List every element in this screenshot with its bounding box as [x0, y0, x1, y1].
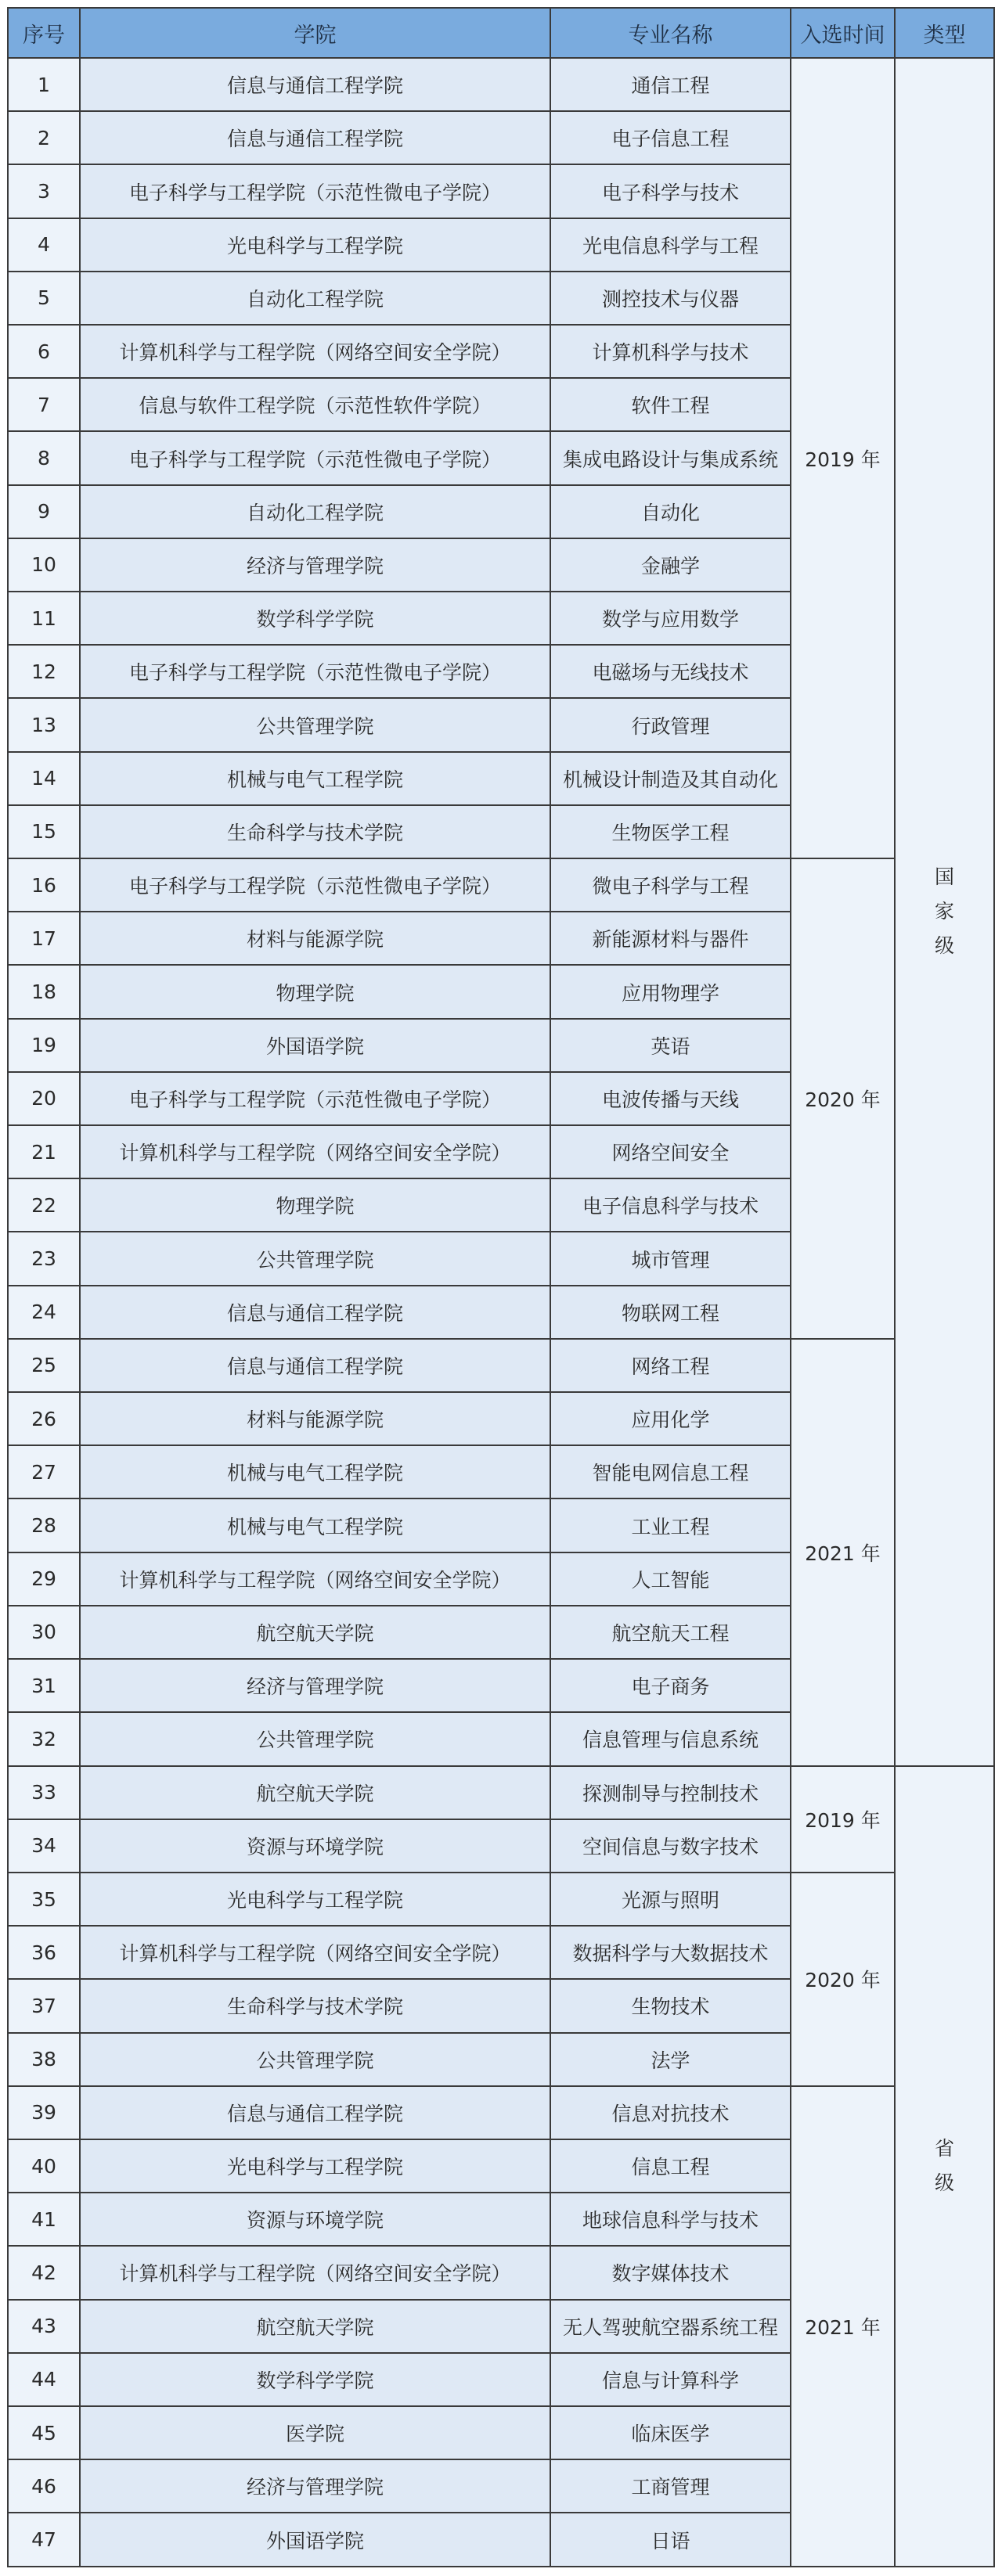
cell-major: 计算机科学与技术 [550, 325, 791, 378]
table-header [8, 8, 994, 58]
cell-major: 物联网工程 [550, 1286, 791, 1339]
cell-index: 13 [8, 698, 80, 751]
type-char: 级 [934, 2171, 954, 2195]
cell-college: 光电科学与工程学院 [80, 1873, 550, 1926]
cell-index: 5 [8, 272, 80, 325]
cell-major: 数字媒体技术 [550, 2246, 791, 2299]
cell-index: 40 [8, 2139, 80, 2193]
header-index: 序号 [8, 8, 80, 58]
cell-college: 经济与管理学院 [80, 538, 550, 592]
cell-major: 电子信息科学与技术 [550, 1178, 791, 1232]
cell-major: 电子商务 [550, 1659, 791, 1712]
table-row [8, 1873, 994, 1926]
cell-college: 信息与通信工程学院 [80, 111, 550, 164]
cell-major: 自动化 [550, 485, 791, 538]
cell-index: 43 [8, 2300, 80, 2353]
cell-college: 电子科学与工程学院（示范性微电子学院） [80, 858, 550, 912]
cell-index: 9 [8, 485, 80, 538]
cell-index: 33 [8, 1766, 80, 1819]
cell-college: 信息与通信工程学院 [80, 1339, 550, 1392]
cell-college: 航空航天学院 [80, 1606, 550, 1659]
cell-major: 电子信息工程 [550, 111, 791, 164]
cell-major: 应用化学 [550, 1392, 791, 1445]
cell-major: 电波传播与天线 [550, 1072, 791, 1125]
cell-major: 工商管理 [550, 2459, 791, 2513]
cell-major: 地球信息科学与技术 [550, 2193, 791, 2246]
cell-college: 电子科学与工程学院（示范性微电子学院） [80, 1072, 550, 1125]
cell-major: 航空航天工程 [550, 1606, 791, 1659]
cell-index: 30 [8, 1606, 80, 1659]
table-row [8, 2086, 994, 2139]
cell-index: 37 [8, 1979, 80, 2032]
cell-college: 航空航天学院 [80, 1766, 550, 1819]
cell-major: 信息对抗技术 [550, 2086, 791, 2139]
cell-major: 日语 [550, 2513, 791, 2567]
cell-college: 材料与能源学院 [80, 912, 550, 965]
cell-major: 生物技术 [550, 1979, 791, 2032]
cell-index: 45 [8, 2406, 80, 2459]
cell-major: 机械设计制造及其自动化 [550, 752, 791, 805]
table-row [8, 58, 994, 111]
cell-major: 网络工程 [550, 1339, 791, 1392]
cell-college: 数学科学学院 [80, 592, 550, 645]
cell-index: 34 [8, 1819, 80, 1873]
type-char: 国 [934, 865, 954, 889]
cell-college: 电子科学与工程学院（示范性微电子学院） [80, 164, 550, 218]
cell-index: 2 [8, 111, 80, 164]
cell-college: 机械与电气工程学院 [80, 1498, 550, 1552]
cell-index: 15 [8, 805, 80, 858]
cell-index: 1 [8, 58, 80, 111]
cell-type [895, 1766, 994, 2567]
cell-college: 物理学院 [80, 965, 550, 1018]
cell-college: 计算机科学与工程学院（网络空间安全学院） [80, 1125, 550, 1178]
cell-college: 机械与电气工程学院 [80, 1445, 550, 1498]
cell-college: 计算机科学与工程学院（网络空间安全学院） [80, 2246, 550, 2299]
cell-year: 2019 年 [791, 1766, 895, 1873]
table-row [8, 1766, 994, 1819]
cell-index: 18 [8, 965, 80, 1018]
cell-major: 电子科学与技术 [550, 164, 791, 218]
cell-index: 6 [8, 325, 80, 378]
cell-college: 电子科学与工程学院（示范性微电子学院） [80, 645, 550, 698]
cell-index: 16 [8, 858, 80, 912]
cell-college: 资源与环境学院 [80, 1819, 550, 1873]
cell-major: 生物医学工程 [550, 805, 791, 858]
cell-college: 光电科学与工程学院 [80, 218, 550, 272]
cell-college: 自动化工程学院 [80, 485, 550, 538]
type-char: 省 [934, 2137, 954, 2160]
cell-major: 信息管理与信息系统 [550, 1712, 791, 1765]
cell-index: 25 [8, 1339, 80, 1392]
cell-major: 软件工程 [550, 378, 791, 431]
cell-college: 信息与通信工程学院 [80, 58, 550, 111]
cell-college: 计算机科学与工程学院（网络空间安全学院） [80, 1552, 550, 1606]
cell-college: 航空航天学院 [80, 2300, 550, 2353]
cell-index: 31 [8, 1659, 80, 1712]
cell-index: 10 [8, 538, 80, 592]
majors-table [7, 7, 995, 2567]
cell-college: 计算机科学与工程学院（网络空间安全学院） [80, 325, 550, 378]
cell-major: 数据科学与大数据技术 [550, 1926, 791, 1979]
cell-college: 生命科学与技术学院 [80, 1979, 550, 2032]
table-body [8, 58, 994, 2567]
header-type: 类型 [895, 8, 994, 58]
table-row [8, 858, 994, 912]
cell-index: 28 [8, 1498, 80, 1552]
cell-college: 公共管理学院 [80, 1232, 550, 1285]
cell-index: 47 [8, 2513, 80, 2567]
cell-major: 金融学 [550, 538, 791, 592]
cell-index: 44 [8, 2353, 80, 2406]
cell-major: 网络空间安全 [550, 1125, 791, 1178]
cell-index: 32 [8, 1712, 80, 1765]
cell-major: 新能源材料与器件 [550, 912, 791, 965]
header-year: 入选时间 [791, 8, 895, 58]
cell-year: 2021 年 [791, 2086, 895, 2567]
cell-year: 2020 年 [791, 1873, 895, 2086]
cell-type [895, 58, 994, 1766]
cell-major: 探测制导与控制技术 [550, 1766, 791, 1819]
cell-index: 26 [8, 1392, 80, 1445]
cell-index: 23 [8, 1232, 80, 1285]
cell-college: 材料与能源学院 [80, 1392, 550, 1445]
header-college: 学院 [80, 8, 550, 58]
cell-index: 4 [8, 218, 80, 272]
cell-index: 17 [8, 912, 80, 965]
table-row [8, 1339, 994, 1392]
type-char: 级 [934, 934, 954, 958]
cell-college: 信息与通信工程学院 [80, 1286, 550, 1339]
cell-college: 经济与管理学院 [80, 1659, 550, 1712]
type-label [935, 2132, 954, 2200]
cell-major: 微电子科学与工程 [550, 858, 791, 912]
cell-major: 英语 [550, 1019, 791, 1072]
cell-college: 经济与管理学院 [80, 2459, 550, 2513]
cell-college: 公共管理学院 [80, 698, 550, 751]
cell-major: 法学 [550, 2033, 791, 2086]
cell-major: 光源与照明 [550, 1873, 791, 1926]
cell-college: 信息与软件工程学院（示范性软件学院） [80, 378, 550, 431]
cell-major: 信息与计算科学 [550, 2353, 791, 2406]
header-row [8, 8, 994, 58]
cell-college: 医学院 [80, 2406, 550, 2459]
cell-index: 21 [8, 1125, 80, 1178]
cell-major: 光电信息科学与工程 [550, 218, 791, 272]
cell-year: 2021 年 [791, 1339, 895, 1766]
cell-college: 公共管理学院 [80, 1712, 550, 1765]
cell-index: 29 [8, 1552, 80, 1606]
cell-college: 物理学院 [80, 1178, 550, 1232]
cell-index: 19 [8, 1019, 80, 1072]
type-char: 家 [934, 900, 954, 923]
cell-major: 工业工程 [550, 1498, 791, 1552]
cell-major: 人工智能 [550, 1552, 791, 1606]
cell-index: 46 [8, 2459, 80, 2513]
cell-college: 外国语学院 [80, 2513, 550, 2567]
type-label [935, 860, 954, 963]
cell-major: 空间信息与数字技术 [550, 1819, 791, 1873]
cell-college: 资源与环境学院 [80, 2193, 550, 2246]
cell-college: 机械与电气工程学院 [80, 752, 550, 805]
cell-index: 27 [8, 1445, 80, 1498]
cell-index: 38 [8, 2033, 80, 2086]
header-major: 专业名称 [550, 8, 791, 58]
cell-major: 测控技术与仪器 [550, 272, 791, 325]
cell-index: 14 [8, 752, 80, 805]
cell-year: 2019 年 [791, 58, 895, 858]
cell-index: 41 [8, 2193, 80, 2246]
cell-index: 7 [8, 378, 80, 431]
cell-index: 36 [8, 1926, 80, 1979]
cell-college: 外国语学院 [80, 1019, 550, 1072]
cell-major: 数学与应用数学 [550, 592, 791, 645]
cell-major: 行政管理 [550, 698, 791, 751]
cell-college: 数学科学学院 [80, 2353, 550, 2406]
cell-college: 信息与通信工程学院 [80, 2086, 550, 2139]
cell-year: 2020 年 [791, 858, 895, 1339]
cell-index: 22 [8, 1178, 80, 1232]
cell-index: 12 [8, 645, 80, 698]
cell-index: 20 [8, 1072, 80, 1125]
cell-major: 电磁场与无线技术 [550, 645, 791, 698]
cell-college: 光电科学与工程学院 [80, 2139, 550, 2193]
cell-college: 公共管理学院 [80, 2033, 550, 2086]
cell-major: 通信工程 [550, 58, 791, 111]
cell-college: 电子科学与工程学院（示范性微电子学院） [80, 431, 550, 484]
cell-major: 应用物理学 [550, 965, 791, 1018]
cell-major: 临床医学 [550, 2406, 791, 2459]
cell-major: 城市管理 [550, 1232, 791, 1285]
cell-index: 11 [8, 592, 80, 645]
cell-index: 24 [8, 1286, 80, 1339]
cell-major: 信息工程 [550, 2139, 791, 2193]
cell-college: 计算机科学与工程学院（网络空间安全学院） [80, 1926, 550, 1979]
cell-major: 集成电路设计与集成系统 [550, 431, 791, 484]
cell-college: 自动化工程学院 [80, 272, 550, 325]
cell-major: 智能电网信息工程 [550, 1445, 791, 1498]
cell-index: 3 [8, 164, 80, 218]
cell-index: 8 [8, 431, 80, 484]
cell-index: 42 [8, 2246, 80, 2299]
cell-college: 生命科学与技术学院 [80, 805, 550, 858]
cell-index: 39 [8, 2086, 80, 2139]
cell-major: 无人驾驶航空器系统工程 [550, 2300, 791, 2353]
cell-index: 35 [8, 1873, 80, 1926]
